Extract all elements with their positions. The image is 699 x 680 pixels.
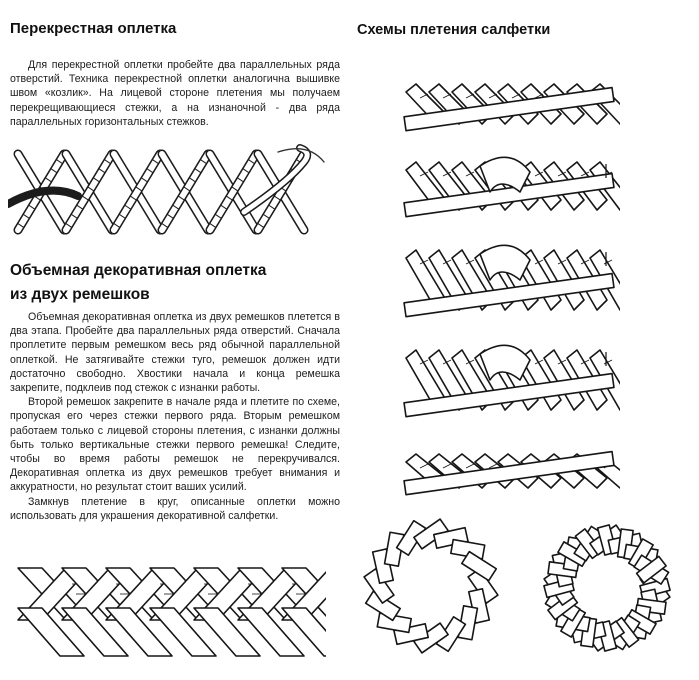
scheme-step-3	[400, 240, 620, 324]
illustration-stroke	[480, 345, 530, 380]
right-column-title: Схемы плетения салфетки	[357, 22, 551, 38]
ring-icon	[536, 514, 678, 662]
crossed-rope-icon	[8, 142, 328, 242]
illustration-stroke	[480, 245, 530, 280]
braid-step-icon	[400, 74, 620, 138]
section1-title: Перекрестная оплетка	[10, 20, 177, 37]
section2-title	[10, 259, 266, 307]
section1-text: Для перекрестной оплетки пробейте два параллельных ряда отверстий. Техника перекрестной оплетки аналогична вышивке швом «козлик». На лицевой стороне плетения мы получаем перекрещивающиеся стежки, а на изнаночной - два ряда параллельных горизонтальных стежков.	[10, 59, 340, 128]
scheme-step-2	[400, 152, 620, 224]
braid-step-icon	[400, 444, 620, 502]
scheme-step-1	[400, 74, 620, 138]
cross-stitch-rope-illustration	[8, 142, 328, 242]
braid-step-icon	[400, 340, 620, 424]
section2-paragraph: Второй ремешок закрепите в начале ряда и плетите по схеме, пропуская его через стежки первого ряда. Вторым ремешком работаем только с лицевой стороны плетения, с изнанки должны быть только вертикальные стежки первого ремешка! Следите, чтобы во время работы ремешок не перекручивался. Декоративная оплетка из двух ремешков требует внимания и аккуратности, но результат стоит ваших усилий.	[10, 396, 340, 494]
scheme-step-5	[400, 444, 620, 502]
section2-text	[10, 310, 340, 523]
ring-icon	[360, 512, 502, 662]
scheme-step-4	[400, 340, 620, 424]
section2-paragraph: Объемная декоративная оплетка из двух ремешков плетется в два этапа. Пробейте два параллельных ряда отверстий. Сначала проплетите первым ремешком весь ряд обычной параллельной оплеткой. Не затягивайте стежки туго, ремешок должен идти достаточно свободно. Хвостики начала и конца ремешка закрепите, подклеив под стежок с изнанки работы.	[10, 311, 340, 395]
braid-step-icon	[400, 240, 620, 324]
braid-step-icon	[400, 152, 620, 224]
ring-double-illustration	[536, 514, 678, 662]
section2-paragraph: Замкнув плетение в круг, описанные оплетки можно использовать для украшения декоративной салфетки.	[10, 495, 340, 522]
section2-title-line2: из двух ремешков	[10, 286, 150, 303]
woven-strip-icon	[14, 560, 326, 664]
braided-strip-illustration	[14, 560, 326, 664]
section2-title-line1: Объемная декоративная оплетка	[10, 262, 267, 279]
ring-single-illustration	[360, 512, 502, 662]
